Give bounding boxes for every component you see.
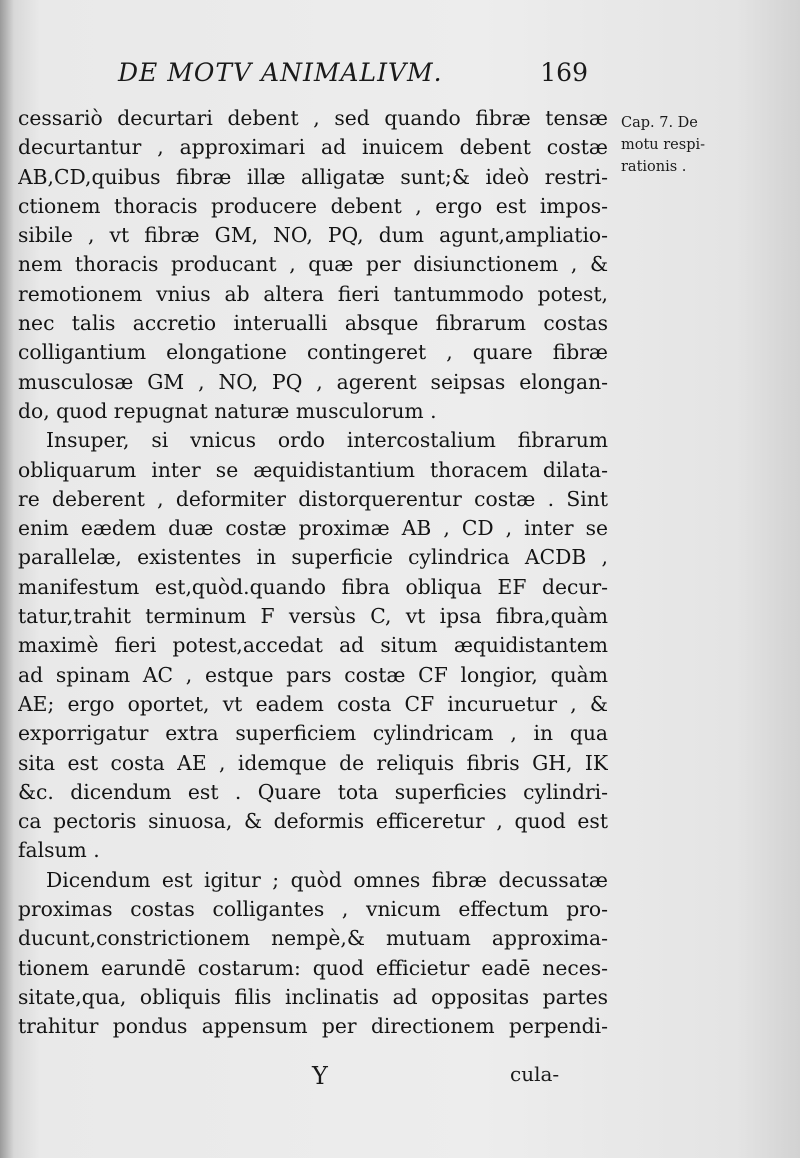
text-line: musculosæ GM , NO, PQ , agerent seipsas elongan- bbox=[18, 369, 608, 394]
page-number: 169 bbox=[540, 58, 588, 87]
text-line: falsum . bbox=[18, 838, 100, 863]
text-line: enim eædem duæ costæ proximæ AB , CD , inter se bbox=[18, 516, 608, 541]
text-line: nem thoracis producant , quæ per disiunctionem , & bbox=[18, 252, 608, 277]
body-text bbox=[18, 104, 608, 1042]
running-head: DE MOTV ANIMALIVM. bbox=[118, 58, 443, 87]
marginal-note-line: rationis . bbox=[621, 159, 687, 175]
text-line: obliquarum inter se æquidistantium thoracem dilata- bbox=[18, 457, 608, 482]
text-line: do, quod repugnat naturæ musculorum . bbox=[18, 398, 437, 423]
text-line: sibile , vt fibræ GM, NO, PQ, dum agunt,ampliatio- bbox=[18, 223, 608, 248]
text-line: trahitur pondus appensum per directionem perpendi- bbox=[18, 1014, 608, 1039]
page-header bbox=[118, 58, 588, 98]
text-line: Dicendum est igitur ; quòd omnes fibræ decussatæ bbox=[46, 867, 608, 892]
catchword: cula- bbox=[510, 1062, 560, 1086]
text-line: maximè fieri potest,accedat ad situm æquidistantem bbox=[18, 633, 608, 658]
text-line: sitate,qua, obliquis filis inclinatis ad oppositas partes bbox=[18, 984, 608, 1009]
text-line: ca pectoris sinuosa, & deformis efficeretur , quod est bbox=[18, 809, 608, 834]
text-line: cessariò decurtari debent , sed quando fibræ tensæ bbox=[18, 106, 608, 130]
text-line: parallelæ, existentes in superficie cylindrica ACDB , bbox=[18, 545, 608, 570]
text-line: colligantium elongatione contingeret , quare fibræ bbox=[18, 340, 608, 365]
marginal-note-line: motu respi- bbox=[621, 137, 706, 153]
text-line: exporrigatur extra superficiem cylindricam , in qua bbox=[18, 721, 608, 746]
text-line: tatur,trahit terminum F versùs C, vt ipsa fibra,quàm bbox=[18, 604, 608, 629]
text-line: decurtantur , approximari ad inuicem debent costæ bbox=[18, 135, 608, 160]
text-line: sita est costa AE , idemque de reliquis fibris GH, IK bbox=[18, 750, 608, 775]
text-line: re deberent , deformiter distorquerentur costæ . Sint bbox=[18, 486, 608, 511]
marginal-note bbox=[621, 112, 741, 178]
text-line: ad spinam AC , estque pars costæ CF longior, quàm bbox=[18, 662, 608, 687]
text-line: remotionem vnius ab altera fieri tantummodo potest, bbox=[18, 281, 608, 306]
text-line: nec talis accretio interualli absque fibrarum costas bbox=[18, 311, 608, 336]
text-line: AE; ergo oportet, vt eadem costa CF incuruetur , & bbox=[18, 691, 608, 716]
signature-mark: Y bbox=[312, 1062, 328, 1090]
text-line: &c. dicendum est . Quare tota superficies cylindri- bbox=[18, 779, 608, 804]
text-line: manifestum est,quòd.quando fibra obliqua EF decur- bbox=[18, 574, 608, 599]
marginal-note-line: Cap. 7. De bbox=[621, 115, 698, 131]
text-line: AB,CD,quibus fibræ illæ alligatæ sunt;& ideò restri- bbox=[18, 164, 608, 189]
text-line: proximas costas colligantes , vnicum effectum pro- bbox=[18, 897, 608, 922]
text-line: ducunt,constrictionem nempè,& mutuam approxima- bbox=[18, 926, 608, 951]
text-line: tionem earundē costarum: quod efficietur eadē neces- bbox=[18, 955, 608, 980]
text-line: ctionem thoracis producere debent , ergo est impos- bbox=[18, 193, 608, 218]
text-line: Insuper, si vnicus ordo intercostalium fibrarum bbox=[46, 428, 608, 453]
